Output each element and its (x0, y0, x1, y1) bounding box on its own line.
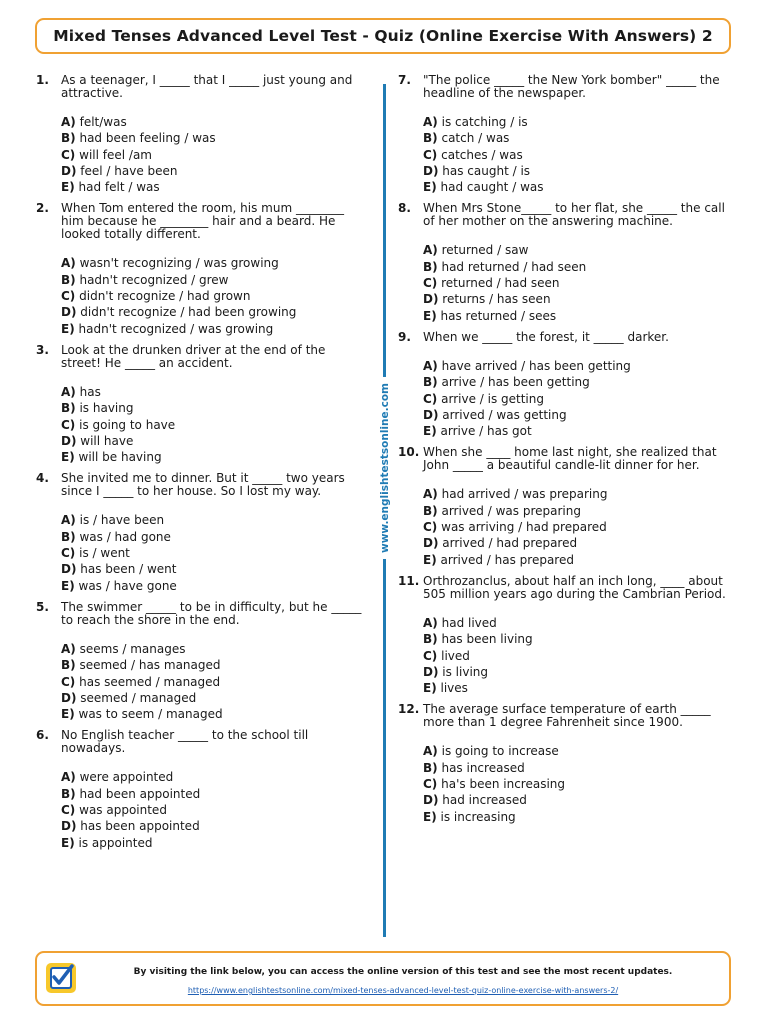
question-item (398, 74, 728, 195)
option-text: catch / was (441, 131, 510, 146)
answer-option (423, 407, 728, 423)
question-number: 1. (36, 73, 49, 87)
option-text: arrive / has got (440, 424, 532, 439)
option-key: E) (423, 424, 437, 439)
answer-option (423, 552, 728, 568)
option-key: D) (61, 819, 77, 834)
answer-option (61, 417, 366, 433)
question-text: "The police _____ the New York bomber" _____ the headline of the newspaper. (423, 73, 720, 100)
option-text: returned / saw (441, 243, 529, 258)
option-text: arrive / is getting (441, 391, 544, 406)
answer-option (423, 114, 728, 130)
option-key: B) (423, 760, 438, 775)
option-key: A) (423, 615, 438, 630)
option-key: B) (61, 658, 76, 673)
option-key: A) (423, 115, 438, 129)
question-number: 2. (36, 201, 49, 216)
question-stem (36, 202, 366, 241)
option-key: C) (61, 417, 76, 432)
option-text: arrived / has prepared (440, 552, 574, 567)
answer-option (61, 578, 366, 594)
question-number: 10. (398, 445, 420, 460)
option-key: A) (61, 770, 76, 785)
answer-option (423, 680, 728, 696)
answer-option (61, 802, 366, 818)
answer-option (61, 706, 366, 722)
answer-option (61, 288, 366, 304)
answer-option (61, 657, 366, 673)
footer-box (35, 951, 731, 1006)
question-text: When we _____ the forest, it _____ darker. (423, 329, 669, 344)
option-text: will have (80, 433, 134, 448)
option-key: E) (423, 180, 437, 195)
question-number: 9. (398, 329, 411, 344)
question-stem (398, 74, 728, 100)
option-text: returned / had seen (441, 276, 560, 291)
question-number: 11. (398, 573, 420, 588)
answer-option (61, 321, 366, 337)
option-text: lived (441, 648, 470, 663)
answer-option (61, 769, 366, 785)
footer-note: By visiting the link below, you can access the online version of this test and see the most recent updates. (133, 967, 673, 977)
question-text: She invited me to dinner. But it _____ two years since I _____ to her house. So I lost my way. (61, 471, 345, 499)
option-text: is catching / is (441, 115, 528, 129)
answer-option (61, 163, 366, 179)
answer-options (36, 755, 366, 850)
answer-option (61, 449, 366, 465)
option-text: had caught / was (440, 180, 544, 195)
answer-option (423, 664, 728, 680)
option-text: is going to have (79, 417, 176, 432)
answer-option (423, 615, 728, 631)
question-stem (36, 601, 366, 627)
answer-option (423, 743, 728, 759)
question-stem (36, 729, 366, 755)
option-text: ha's been increasing (441, 777, 566, 792)
option-key: E) (61, 450, 75, 465)
option-key: A) (61, 384, 76, 399)
option-key: E) (423, 308, 437, 323)
question-item (398, 446, 728, 567)
option-key: D) (423, 536, 439, 551)
answer-options (36, 100, 366, 195)
option-key: E) (423, 552, 437, 567)
question-number: 4. (36, 471, 49, 486)
option-text: lives (440, 681, 468, 696)
answer-options (36, 370, 366, 465)
answer-options (36, 241, 366, 336)
option-text: was to seem / managed (78, 707, 223, 722)
answer-option (61, 641, 366, 657)
option-text: returns / has seen (442, 292, 551, 307)
answer-option (423, 130, 728, 146)
question-item (36, 472, 366, 593)
answer-option (61, 545, 366, 561)
option-text: has (79, 384, 101, 399)
question-text: As a teenager, I _____ that I _____ just young and attractive. (61, 73, 353, 100)
answer-option (61, 255, 366, 271)
answer-option (423, 423, 728, 439)
question-text: When she ____ home last night, she realized that John _____ a beautiful candle-lit dinner for her. (423, 445, 717, 473)
option-text: seemed / has managed (79, 658, 221, 673)
question-item (398, 575, 728, 696)
answer-option (423, 259, 728, 275)
answer-option (61, 512, 366, 528)
question-number: 12. (398, 702, 420, 717)
option-text: didn't recognize / had grown (79, 289, 251, 304)
option-key: A) (423, 487, 438, 502)
answer-option (423, 809, 728, 825)
option-text: has been / went (80, 562, 177, 577)
answer-option (423, 308, 728, 324)
option-key: B) (61, 401, 76, 416)
answer-option (61, 114, 366, 130)
question-item (36, 202, 366, 336)
option-text: had been feeling / was (79, 131, 216, 146)
option-text: is living (442, 664, 489, 679)
answer-option (423, 776, 728, 792)
option-key: B) (423, 131, 438, 146)
answer-option (423, 374, 728, 390)
option-text: is increasing (440, 809, 516, 824)
option-text: arrive / has been getting (441, 375, 590, 390)
option-key: D) (61, 562, 77, 577)
answer-option (61, 674, 366, 690)
question-text: Orthrozanclus, about half an inch long, ____ about 505 million years ago during the Cambrian Period. (423, 573, 726, 601)
option-text: had returned / had seen (441, 259, 587, 274)
question-stem (36, 472, 366, 498)
option-key: C) (423, 391, 438, 406)
answer-option (423, 503, 728, 519)
answer-options (398, 729, 728, 824)
question-stem (36, 74, 366, 100)
answer-option (61, 272, 366, 288)
option-key: B) (423, 503, 438, 518)
option-text: had arrived / was preparing (441, 487, 608, 502)
option-key: E) (61, 578, 75, 593)
question-stem (398, 331, 728, 344)
option-text: arrived / was preparing (441, 503, 581, 518)
answer-option (61, 384, 366, 400)
answer-option (61, 561, 366, 577)
option-text: has returned / sees (440, 308, 557, 323)
answer-option (61, 690, 366, 706)
answer-options (398, 472, 728, 567)
option-key: B) (423, 632, 438, 647)
option-key: D) (423, 163, 439, 178)
answer-options (398, 601, 728, 696)
answer-option (61, 818, 366, 834)
answer-option (61, 835, 366, 851)
option-text: is / went (79, 546, 130, 561)
question-text: When Mrs Stone_____ to her flat, she _____ the call of her mother on the answering machine. (423, 201, 725, 229)
option-key: A) (61, 641, 76, 656)
option-key: B) (61, 131, 76, 146)
option-key: E) (61, 835, 75, 850)
answer-option (61, 130, 366, 146)
option-key: B) (61, 272, 76, 287)
option-text: feel / have been (80, 163, 178, 178)
answer-option (423, 792, 728, 808)
option-text: arrived / was getting (442, 407, 567, 422)
answer-options (36, 627, 366, 722)
question-number: 8. (398, 201, 411, 216)
question-item (36, 601, 366, 722)
answer-options (398, 228, 728, 323)
option-key: C) (423, 648, 438, 663)
option-text: seemed / managed (80, 690, 197, 705)
question-number: 3. (36, 342, 49, 357)
question-text: When Tom entered the room, his mum ________ him because he ________ hair and a beard. He looked totally different. (61, 201, 344, 242)
question-item (398, 331, 728, 439)
option-key: C) (423, 147, 438, 162)
option-key: D) (61, 305, 77, 320)
option-key: C) (423, 777, 438, 792)
option-key: A) (61, 256, 76, 271)
question-text: The swimmer _____ to be in difficulty, but he _____ to reach the shore in the end. (61, 599, 362, 627)
option-text: hadn't recognized / grew (79, 272, 229, 287)
question-text: Look at the drunken driver at the end of the street! He _____ an accident. (61, 342, 326, 370)
question-text: The average surface temperature of earth _____ more than 1 degree Fahrenheit since 1900. (423, 702, 711, 730)
answer-option (423, 147, 728, 163)
option-key: B) (61, 529, 76, 544)
option-key: D) (61, 690, 77, 705)
question-stem (398, 446, 728, 472)
option-key: A) (423, 744, 438, 759)
page-title: Mixed Tenses Advanced Level Test - Quiz (Online Exercise With Answers) 2 (53, 27, 713, 45)
answer-option (423, 519, 728, 535)
option-key: B) (423, 259, 438, 274)
option-text: didn't recognize / had been growing (80, 305, 297, 320)
option-key: C) (423, 276, 438, 291)
option-text: have arrived / has been getting (441, 358, 631, 373)
option-text: wasn't recognizing / was growing (79, 256, 279, 271)
option-key: C) (61, 803, 76, 818)
question-number: 6. (36, 728, 49, 743)
question-number: 5. (36, 599, 49, 614)
option-key: C) (61, 289, 76, 304)
question-item (398, 703, 728, 824)
questions-column-left (36, 74, 366, 858)
answer-options (398, 100, 728, 195)
option-text: will be having (78, 450, 162, 465)
option-key: D) (423, 664, 439, 679)
answer-option (423, 163, 728, 179)
option-text: was arriving / had prepared (441, 520, 607, 535)
question-item (36, 74, 366, 195)
option-key: D) (423, 407, 439, 422)
option-key: E) (423, 681, 437, 696)
answer-option (61, 400, 366, 416)
option-text: has been living (441, 632, 533, 647)
questions-column-right (398, 74, 728, 832)
option-text: has been appointed (80, 819, 200, 834)
question-number: 7. (398, 73, 411, 87)
option-text: catches / was (441, 147, 523, 162)
option-text: was / have gone (78, 578, 177, 593)
option-text: is appointed (78, 835, 153, 850)
option-key: E) (61, 180, 75, 195)
option-key: C) (61, 546, 76, 561)
question-item (36, 344, 366, 465)
option-text: was / had gone (79, 529, 171, 544)
option-text: had felt / was (78, 180, 160, 195)
option-key: D) (61, 433, 77, 448)
option-text: felt/was (79, 115, 127, 129)
question-stem (398, 703, 728, 729)
option-key: B) (423, 375, 438, 390)
question-stem (398, 202, 728, 228)
option-text: was appointed (79, 803, 167, 818)
option-key: E) (61, 707, 75, 722)
option-text: had increased (442, 793, 527, 808)
option-key: D) (423, 292, 439, 307)
checkbox-icon (45, 962, 77, 994)
answer-option (423, 486, 728, 502)
option-text: has caught / is (442, 163, 531, 178)
answer-option (423, 648, 728, 664)
answer-option (423, 535, 728, 551)
option-text: has seemed / managed (79, 674, 221, 689)
option-text: had been appointed (79, 786, 201, 801)
option-key: A) (423, 243, 438, 258)
option-key: D) (61, 163, 77, 178)
answer-option (423, 242, 728, 258)
option-key: D) (423, 793, 439, 808)
answer-option (61, 304, 366, 320)
option-text: is / have been (79, 513, 165, 528)
question-item (398, 202, 728, 323)
question-text: No English teacher _____ to the school till nowadays. (61, 728, 309, 756)
option-text: has increased (441, 760, 525, 775)
answer-option (423, 358, 728, 374)
option-key: E) (423, 809, 437, 824)
footer-text (87, 966, 719, 997)
option-key: E) (61, 321, 75, 336)
answer-option (423, 760, 728, 776)
option-text: is having (79, 401, 134, 416)
answer-option (423, 631, 728, 647)
option-key: C) (423, 520, 438, 535)
answer-option (423, 179, 728, 195)
answer-option (61, 179, 366, 195)
option-key: A) (61, 513, 76, 528)
option-text: hadn't recognized / was growing (78, 321, 274, 336)
answer-option (423, 391, 728, 407)
option-text: arrived / had prepared (442, 536, 578, 551)
answer-option (61, 529, 366, 545)
option-text: were appointed (79, 770, 174, 785)
question-stem (36, 344, 366, 370)
online-version-link[interactable]: https://www.englishtestsonline.com/mixed-tenses-advanced-level-test-quiz-online-exercise-with-answers-2/ (187, 986, 619, 995)
option-key: C) (61, 674, 76, 689)
option-text: will feel /am (79, 147, 152, 162)
answer-option (61, 433, 366, 449)
answer-option (61, 147, 366, 163)
option-text: had lived (441, 615, 497, 630)
option-key: C) (61, 147, 76, 162)
answer-option (61, 786, 366, 802)
option-text: seems / manages (79, 641, 186, 656)
title-box (35, 18, 731, 54)
question-item (36, 729, 366, 850)
answer-option (423, 275, 728, 291)
option-key: B) (61, 786, 76, 801)
vertical-site-url: www.englishtestsonline.com (377, 377, 393, 559)
option-key: A) (423, 358, 438, 373)
question-stem (398, 575, 728, 601)
option-text: is going to increase (441, 744, 559, 759)
answer-options (398, 344, 728, 439)
answer-option (423, 291, 728, 307)
option-key: A) (61, 115, 76, 129)
answer-options (36, 498, 366, 593)
